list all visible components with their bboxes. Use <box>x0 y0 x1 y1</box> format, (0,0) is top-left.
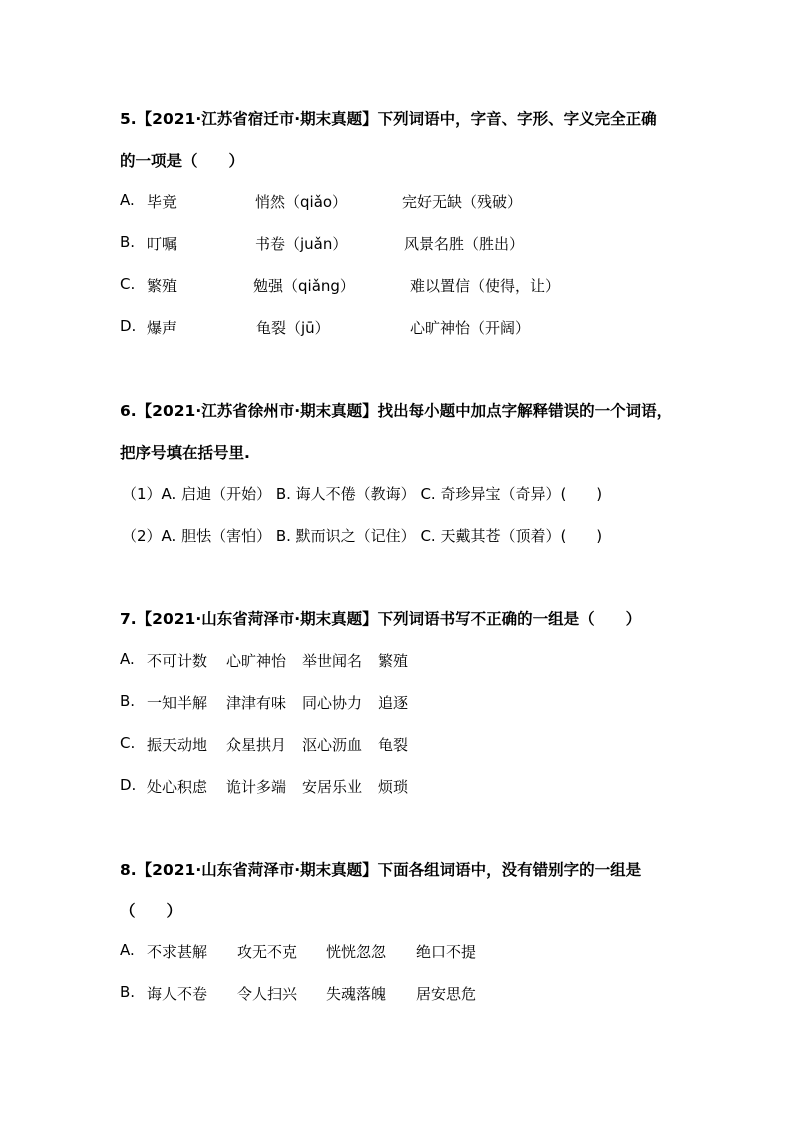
option-word-3: 心旷神怡（开阔） <box>410 319 531 337</box>
option-word-3: 难以置信（使得，让） <box>410 277 561 295</box>
option-word-2: 众星拱月 <box>226 736 287 754</box>
option-word-2: 勉强（qiǎng） <box>253 277 355 295</box>
option-word-3: 同心协力 <box>302 694 363 712</box>
option-letter: C. <box>120 734 136 752</box>
option-word-1: 不求甚解 <box>147 943 208 961</box>
question-7-title: 7.【2021·山东省菏泽市·期末真题】下列词语书写不正确的一组是（ ） <box>120 610 642 628</box>
question-8-title-line1: 8.【2021·山东省菏泽市·期末真题】下面各组词语中，没有错别字的一组是 <box>120 861 642 879</box>
option-word-1: 繁殖 <box>147 277 178 295</box>
option-word-2: 书卷（juǎn） <box>255 235 348 253</box>
option-word-4: 繁殖 <box>378 652 409 670</box>
option-word-2: 诡计多端 <box>226 778 287 796</box>
option-word-1: 不可计数 <box>147 652 208 670</box>
question-6-item-1: （1）A. 启迪（开始） B. 诲人不倦（教诲） C. 奇珍异宝（奇异）( ) <box>122 485 603 503</box>
option-word-4: 居安思危 <box>416 985 477 1003</box>
option-word-1: 振天动地 <box>147 736 208 754</box>
option-word-2: 津津有味 <box>226 694 287 712</box>
option-word-1: 叮嘱 <box>147 235 178 253</box>
question-5-title-line1: 5.【2021·江苏省宿迁市·期末真题】下列词语中，字音、字形、字义完全正确 <box>120 110 657 128</box>
option-letter: B. <box>120 983 136 1001</box>
option-word-3: 沤心沥血 <box>302 736 363 754</box>
option-letter: D. <box>120 317 137 335</box>
option-word-3: 恍恍忽忽 <box>326 943 387 961</box>
option-word-1: 处心积虑 <box>147 778 208 796</box>
option-letter: C. <box>120 275 136 293</box>
option-word-4: 追逐 <box>378 694 409 712</box>
option-word-4: 绝口不提 <box>416 943 477 961</box>
option-word-3: 安居乐业 <box>302 778 363 796</box>
option-letter: A. <box>120 650 135 668</box>
option-word-1: 爆声 <box>147 319 178 337</box>
option-letter: A. <box>120 941 135 959</box>
option-letter: D. <box>120 776 137 794</box>
question-6-title-line2: 把序号填在括号里. <box>120 444 250 462</box>
question-5-title-line2: 的一项是（ ） <box>120 152 245 170</box>
question-6-title-line1: 6.【2021·江苏省徐州市·期末真题】找出每小题中加点字解释错误的一个词语， <box>120 402 673 420</box>
question-6-item-2: （2）A. 胆怯（害怕） B. 默而识之（记住） C. 天戴其苍（顶着）( ) <box>122 527 603 545</box>
option-letter: B. <box>120 233 136 251</box>
option-word-2: 龟裂（jū） <box>256 319 330 337</box>
option-word-3: 失魂落魄 <box>326 985 387 1003</box>
option-word-3: 举世闻名 <box>302 652 363 670</box>
option-word-4: 龟裂 <box>378 736 409 754</box>
option-word-3: 完好无缺（残破） <box>402 193 523 211</box>
option-word-1: 诲人不卷 <box>147 985 208 1003</box>
question-8-title-line2: （ ） <box>120 902 183 920</box>
option-word-2: 令人扫兴 <box>237 985 298 1003</box>
option-word-2: 攻无不克 <box>237 943 298 961</box>
option-word-1: 一知半解 <box>147 694 208 712</box>
option-letter: B. <box>120 692 136 710</box>
option-word-1: 毕竟 <box>147 193 178 211</box>
option-letter: A. <box>120 191 135 209</box>
option-word-4: 烦琐 <box>378 778 409 796</box>
option-word-3: 风景名胜（胜出） <box>404 235 525 253</box>
option-word-2: 心旷神怡 <box>226 652 287 670</box>
option-word-2: 悄然（qiǎo） <box>255 193 348 211</box>
